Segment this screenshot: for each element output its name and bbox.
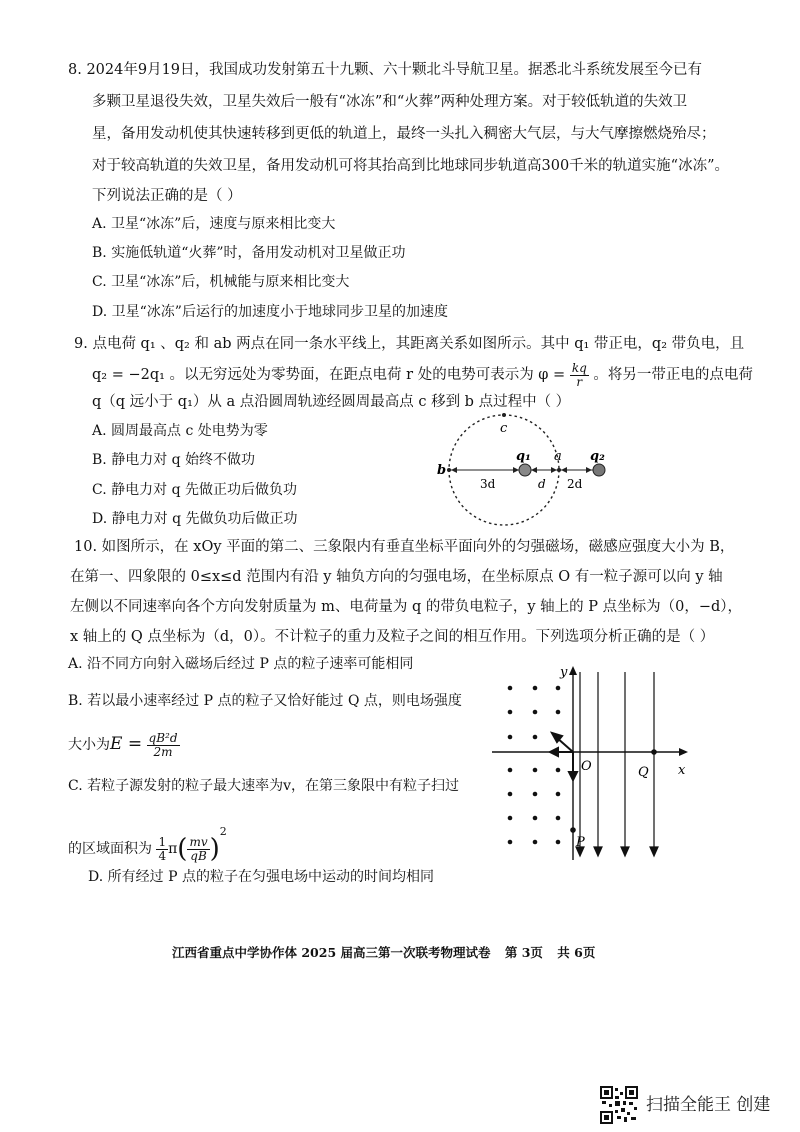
q8-stem-line-5: 下列说法正确的是（ ） xyxy=(92,188,242,204)
footer-title: 江西省重点中学协作体 2025 届高三第一次联考物理试卷 xyxy=(172,945,491,960)
field-dot xyxy=(556,792,561,797)
q9-label-q2: q₂ xyxy=(590,449,605,464)
field-dot xyxy=(533,686,538,691)
q9-point-a xyxy=(557,468,561,472)
q8-option-b: B. 实施低轨道“火葬”时，备用发动机对卫星做正功 xyxy=(92,245,406,261)
q10-optb-prefix: 大小为 xyxy=(68,737,110,753)
q9-label-c: c xyxy=(500,421,508,436)
q10-optb-e: E = xyxy=(110,734,143,754)
q10-option-c-line-1: C. 若粒子源发射的粒子最大速率为v，在第三象限中有粒子扫过 xyxy=(68,778,460,794)
q9-dist-d: d xyxy=(538,477,546,491)
qr-code-icon xyxy=(600,1086,638,1124)
q10-option-b-line-1: B. 若以最小速率经过 P 点的粒子又恰好能过 Q 点，则电场强度 xyxy=(68,693,462,709)
q9-arrow-q1-left xyxy=(513,467,519,473)
q8-stem-line-4: 对于较高轨道的失效卫星，备用发动机可将其抬高到比地球同步轨道高300千米的轨道实施“冰冻”。 xyxy=(92,158,729,174)
field-dot xyxy=(533,768,538,773)
field-dot xyxy=(556,768,561,773)
q9-diagram xyxy=(430,410,630,540)
field-dot xyxy=(508,840,513,845)
q9-stem-line-3: q（q 远小于 q₁）从 a 点沿圆周轨迹经圆周最高点 c 移到 b 点过程中（ ） xyxy=(92,394,571,410)
q9-arrow-b xyxy=(451,467,457,473)
q9-dist-3d: 3d xyxy=(480,477,496,491)
field-dot xyxy=(556,840,561,845)
q10-stem-line-1: 10. 如图所示，在 xOy 平面的第二、三象限内有垂直坐标平面向外的匀强磁场，磁感应强度大小为 B， xyxy=(74,539,735,555)
q8-option-d: D. 卫星“冰冻”后运行的加速度小于地球同步卫星的加速度 xyxy=(92,304,448,320)
q9-charge-q1 xyxy=(519,464,531,476)
q10-optb-num: qB²d xyxy=(148,730,178,745)
q9-frac-den: r xyxy=(576,374,583,389)
velocity-arrowhead xyxy=(550,748,558,756)
field-dot xyxy=(533,735,538,740)
field-dot xyxy=(533,710,538,715)
q9-label-b: b xyxy=(437,463,447,478)
field-dot xyxy=(533,792,538,797)
field-dot xyxy=(508,686,513,691)
q10-optc-fraction xyxy=(187,836,209,863)
field-line-arrow xyxy=(621,847,629,856)
field-line-arrow xyxy=(650,847,658,856)
q10-point-q xyxy=(651,749,657,755)
q10-label-x: x xyxy=(678,763,686,778)
q9-dist-2d: 2d xyxy=(567,477,583,491)
q9-option-b: B. 静电力对 q 始终不做功 xyxy=(92,452,256,468)
q9-label-q1: q₁ xyxy=(516,449,531,464)
q10-label-q: Q xyxy=(638,765,649,780)
q10-diagram xyxy=(488,660,698,870)
q10-optc-den: qB xyxy=(190,848,207,863)
q9-arrow-q2 xyxy=(586,467,592,473)
q9-frac-num: kq xyxy=(571,360,587,375)
q10-optc-quarter xyxy=(156,836,168,863)
velocity-arrowhead xyxy=(569,772,577,780)
q10-label-o: O xyxy=(581,759,592,774)
q10-optb-fraction xyxy=(147,732,180,759)
q10-stem-line-2: 在第一、四象限的 0≤x≤d 范围内有沿 y 轴负方向的匀强电场，在坐标原点 O 有一粒子源可以向 y 轴 xyxy=(70,569,723,585)
field-dot xyxy=(508,816,513,821)
q10-option-d: D. 所有经过 P 点的粒子在匀强电场中运动的时间均相同 xyxy=(88,869,434,885)
q9-option-d: D. 静电力对 q 先做负功后做正功 xyxy=(92,511,298,527)
field-line-arrow xyxy=(594,847,602,856)
q9-stem-line-2b: 。将另一带正电的点电荷 xyxy=(593,367,753,383)
q10-label-y: y xyxy=(560,665,568,680)
q9-stem-line-1: 9. 点电荷 q₁ 、q₂ 和 ab 两点在同一条水平线上，其距离关系如图所示。其中 q₁ 带正电，q₂ 带负电，且 xyxy=(74,336,745,352)
q10-optc-quarter-den: 4 xyxy=(158,848,167,863)
field-dot xyxy=(556,686,561,691)
q10-option-a: A. 沿不同方向射入磁场后经过 P 点的粒子速率可能相同 xyxy=(68,656,414,672)
q10-label-p: P xyxy=(576,835,585,850)
q9-stem-line-2a: q₂ = −2q₁ 。以无穷远处为零势面，在距点电荷 r 处的电势可表示为 φ = xyxy=(92,367,566,383)
q9-point-b xyxy=(447,468,451,472)
q10-y-arrow xyxy=(569,666,577,675)
q9-point-c xyxy=(502,413,506,417)
q9-potential-fraction xyxy=(570,362,589,389)
q9-stem-line-2 xyxy=(92,360,753,390)
q9-option-a: A. 圆周最高点 c 处电势为零 xyxy=(92,423,268,439)
page-footer xyxy=(172,943,605,961)
q10-stem-line-3: 左侧以不同速率向各个方向发射质量为 m、电荷量为 q 的带负电粒子，y 轴上的 P 点坐标为（0，−d）， xyxy=(70,599,743,615)
q10-x-arrow xyxy=(679,748,688,756)
q10-optc-prefix: 的区域面积为 xyxy=(68,841,152,857)
field-dot xyxy=(556,816,561,821)
q8-stem-line-2: 多颗卫星退役失效，卫星失效后一般有“冰冻”和“火葬”两种处理方案。对于较低轨道的失效卫 xyxy=(92,94,688,110)
field-dot xyxy=(556,710,561,715)
q10-stem-line-4: x 轴上的 Q 点坐标为（d，0）。不计粒子的重力及粒子之间的相互作用。下列选项分析正确的是（ ） xyxy=(70,629,715,645)
q9-charge-q2 xyxy=(593,464,605,476)
field-dot xyxy=(508,735,513,740)
q8-stem-line-1: 8. 2024年9月19日，我国成功发射第五十九颗、六十颗北斗导航卫星。据悉北斗系统发展至今已有 xyxy=(68,62,703,78)
q10-optc-num: mv xyxy=(189,834,208,849)
q10-magnetic-field-dots xyxy=(508,686,561,845)
q8-option-c: C. 卫星“冰冻”后，机械能与原来相比变大 xyxy=(92,274,350,290)
q9-option-c: C. 静电力对 q 先做正功后做负功 xyxy=(92,482,297,498)
q8-option-a: A. 卫星“冰冻”后，速度与原来相比变大 xyxy=(92,216,336,232)
q9-label-a: a xyxy=(554,449,562,464)
q10-point-p xyxy=(570,827,576,833)
q9-arrow-a-right xyxy=(561,467,567,473)
q10-option-b-line-2 xyxy=(68,729,180,760)
q8-stem-line-3: 星，备用发动机使其快速转移到更低的轨道上，最终一头扎入稠密大气层，与大气摩擦燃烧殆尽； xyxy=(92,126,716,142)
field-dot xyxy=(533,840,538,845)
q10-optc-pi: π xyxy=(168,841,178,857)
field-dot xyxy=(508,710,513,715)
q10-optb-den: 2m xyxy=(153,744,173,759)
q10-option-c-line-2: 的区域面积为 $\frac{1}{4}$ π( $\frac{mv}{qB}$ )$^2$ xyxy=(68,825,227,864)
scanner-watermark-label: 扫描全能王 创建 xyxy=(646,1095,771,1115)
q10-optc-quarter-num: 1 xyxy=(158,834,167,849)
q9-arrow-q1-right xyxy=(531,467,537,473)
q10-optc-exp: 2 xyxy=(219,825,227,838)
footer-total: 共 6页 xyxy=(557,945,596,960)
field-dot xyxy=(508,792,513,797)
footer-page: 第 3页 xyxy=(504,945,543,960)
q9-arrow-a-left xyxy=(551,467,557,473)
field-dot xyxy=(508,768,513,773)
field-dot xyxy=(533,816,538,821)
